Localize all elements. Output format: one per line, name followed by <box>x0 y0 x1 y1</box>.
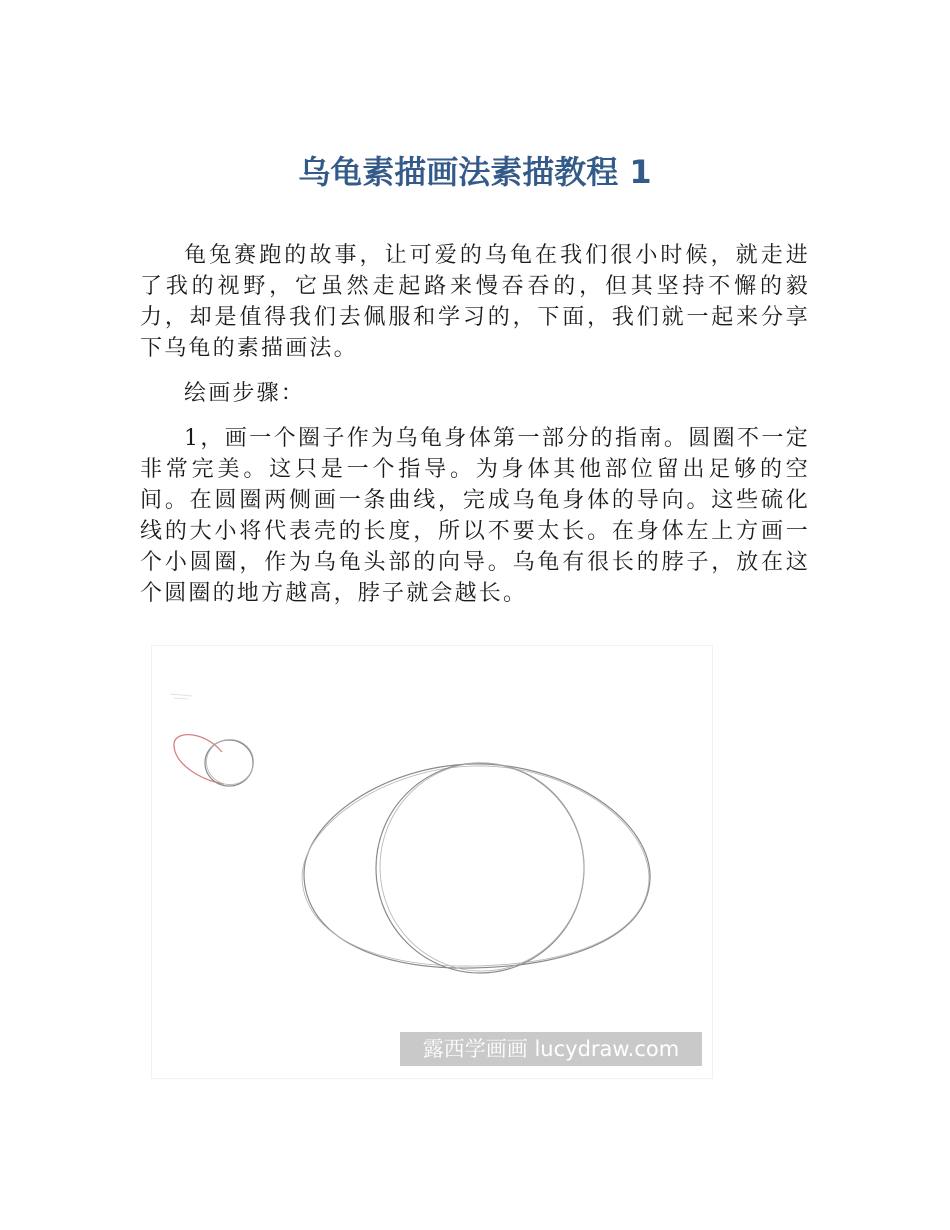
shell-outline-retrace <box>302 766 649 966</box>
head-guide-circle-retrace <box>207 740 254 785</box>
article-body <box>140 240 810 623</box>
shell-outline-curve <box>304 764 650 968</box>
faint-pencil-marks <box>170 694 192 699</box>
turtle-sketch-step-1 <box>152 646 712 1078</box>
page-title: 乌龟素描画法素描教程 1 <box>298 153 652 191</box>
step-1-paragraph: 1，画一个圈子作为乌龟身体第一部分的指南。圆圈不一定非常完美。这只是一个指导。为身体其他部位留出足够的空间。在圆圈两侧画一条曲线，完成乌龟身体的导向。这些硫化线的大小将代表壳的长度，所以不要太长。在身体左上方画一个小圆圈，作为乌龟头部的向导。乌龟有很长的脖子，放在这个圆圈的地方越高，脖子就会越长。 <box>140 426 810 606</box>
head-outline-red <box>174 735 224 784</box>
intro-paragraph: 龟兔赛跑的故事，让可爱的乌龟在我们很小时候，就走进了我的视野，它虽然走起路来慢吞吞的，但其坚持不懈的毅力，却是值得我们去佩服和学习的，下面，我们就一起来分享下乌龟的素描画法。 <box>140 243 810 361</box>
watermark-label: 露西学画画 lucydraw.com <box>400 1032 702 1066</box>
steps-heading: 绘画步骤： <box>184 381 306 406</box>
sketch-figure <box>152 646 712 1078</box>
